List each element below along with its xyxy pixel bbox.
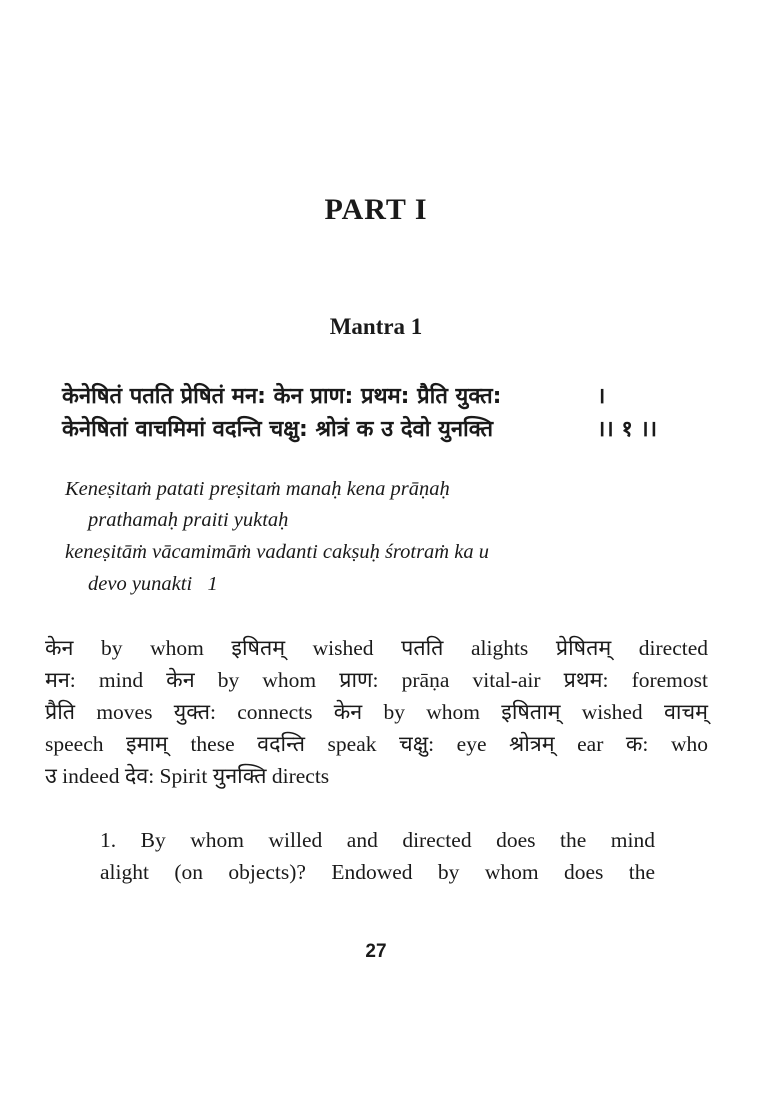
transliteration-line: Keneṣitaṁ patati preṣitaṁ manaḥ kena prāṇaḥ [65, 478, 450, 500]
transliteration-line: keneṣitāṁ vācamimāṁ vadanti cakṣuḥ śrotraṁ ka u [65, 541, 489, 563]
translation-line: 1. By whom willed and directed does the mind [100, 828, 655, 852]
verse-end-mark: ।। १ ।। [597, 417, 658, 442]
mantra-title: Mantra 1 [329, 314, 423, 339]
verse-text: केनेषितं पतति प्रेषितं मन: केन प्राण: प्रथम: प्रैति युक्त: [62, 384, 502, 409]
gloss-line: केन by whom इषितम् wished पतति alights प्रेषितम् directed [45, 636, 708, 660]
gloss-line: प्रैति moves युक्त: connects केन by whom इषिताम् wished वाचम् [45, 700, 708, 724]
transliteration-line: devo yunakti 1 [88, 573, 218, 595]
page-number: 27 [365, 941, 387, 962]
transliteration-line: prathamaḥ praiti yuktaḥ [88, 509, 289, 531]
translation-line: alight (on objects)? Endowed by whom does the [100, 860, 655, 884]
gloss-line: उ indeed देव: Spirit युनक्ति directs [45, 764, 330, 788]
part-title: PART I [324, 193, 428, 226]
translation-paragraph [100, 824, 655, 888]
gloss-line: speech इमाम् these वदन्ति speak चक्षु: eye श्रोत्रम् ear क: who [45, 732, 708, 756]
gloss-line: मन: mind केन by whom प्राण: prāṇa vital-air प्रथम: foremost [45, 668, 708, 692]
word-gloss [45, 632, 708, 792]
devanagari-verse-line [62, 413, 658, 443]
devanagari-verse-line [62, 380, 606, 410]
verse-end-mark: । [597, 384, 606, 409]
verse-text: केनेषितां वाचमिमां वदन्ति चक्षु: श्रोत्रं क उ देवो युनक्ति [62, 417, 494, 442]
